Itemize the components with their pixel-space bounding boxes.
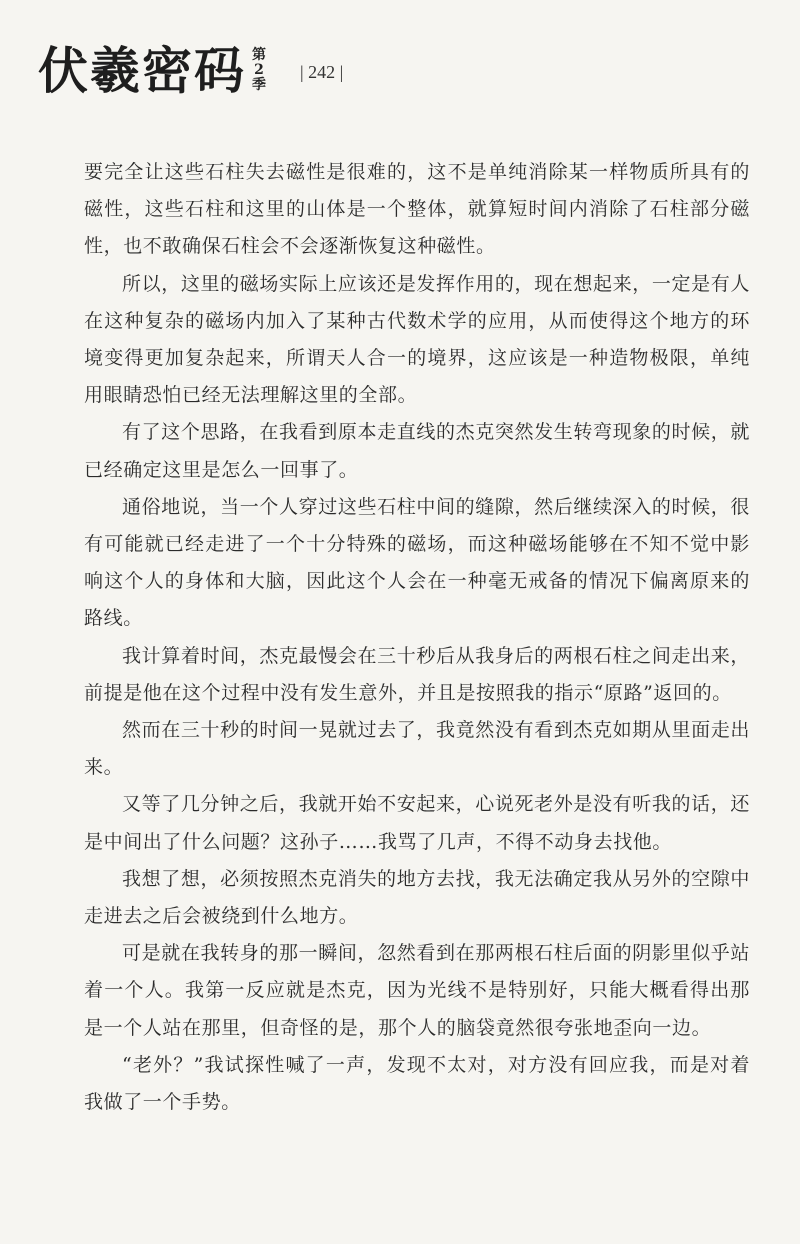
season-char: 季 (252, 77, 266, 93)
season-char: 第 (252, 47, 266, 63)
paragraph: 要完全让这些石柱失去磁性是很难的，这不是单纯消除某一样物质所具有的磁性，这些石柱和这里的山体是一个整体，就算短时间内消除了石柱部分磁性，也不敢确保石柱会不会逐渐恢复这种磁性。 (84, 161, 750, 258)
paragraph: 可是就在我转身的那一瞬间，忽然看到在那两根石柱后面的阴影里似乎站着一个人。我第一反应就是杰克，因为光线不是特别好，只能大概看得出那是一个人站在那里，但奇怪的是，那个人的脑袋竟然很夸张地歪向一边。 (84, 942, 750, 1039)
season-char: 2 (254, 62, 264, 78)
page-number: | 242 | (300, 62, 344, 82)
paragraph: 有了这个思路，在我看到原本走直线的杰克突然发生转弯现象的时候，就已经确定这里是怎么一回事了。 (84, 421, 750, 481)
paragraph: 然而在三十秒的时间一晃就过去了，我竟然没有看到杰克如期从里面走出来。 (84, 719, 750, 779)
paragraph: 通俗地说，当一个人穿过这些石柱中间的缝隙，然后继续深入的时候，很有可能就已经走进了一个十分特殊的磁场，而这种磁场能够在不知不觉中影响这个人的身体和大脑，因此这个人会在一种毫无戒备的情况下偏离原来的路线。 (84, 495, 750, 630)
paragraph: “老外？”我试探性喊了一声，发现不太对，对方没有回应我，而是对着我做了一个手势。 (84, 1053, 750, 1114)
paragraph: 我想了想，必须按照杰克消失的地方去找，我无法确定我从另外的空隙中走进去之后会被绕到什么地方。 (84, 867, 750, 928)
book-title: 伏羲密码 (38, 41, 246, 100)
page-header (38, 38, 343, 104)
paragraph: 又等了几分钟之后，我就开始不安起来，心说死老外是没有听我的话，还是中间出了什么问题？这孙子……我骂了几声，不得不动身去找他。 (84, 793, 750, 853)
paragraph: 我计算着时间，杰克最慢会在三十秒后从我身后的两根石柱之间走出来，前提是他在这个过程中没有发生意外，并且是按照我的指示“原路”返回的。 (84, 644, 750, 704)
paragraph: 所以，这里的磁场实际上应该还是发挥作用的，现在想起来，一定是有人在这种复杂的磁场内加入了某种古代数术学的应用，从而使得这个地方的环境变得更加复杂起来，所谓天人合一的境界，这应该是一种造物极限，单纯用眼睛恐怕已经无法理解这里的全部。 (84, 272, 750, 407)
season-label (252, 48, 266, 93)
body-text (84, 154, 750, 1121)
